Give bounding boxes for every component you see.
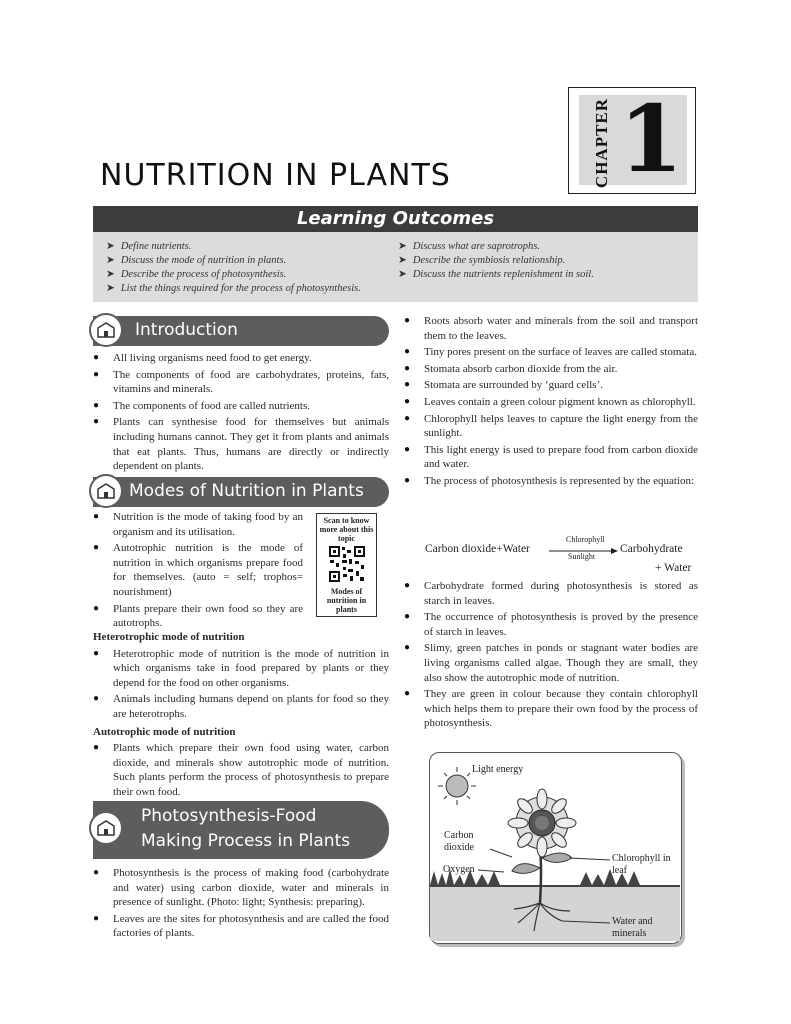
qr-caption-bottom: Modes of nutrition in plants bbox=[326, 587, 367, 614]
list-item: ● The components of food are carbohydrates, proteins, fats, vitamins and minerals. bbox=[93, 368, 389, 397]
list-item: ● Autotrophic nutrition is the mode of nutrition in which organisms prepare food for themselves. (auto = self; trophos= nourishment) bbox=[93, 541, 303, 599]
list-item: ● Chlorophyll helps leaves to capture the light energy from the sunlight. bbox=[404, 412, 698, 441]
modes-header bbox=[93, 477, 389, 507]
equation-below-arrow: Sunlight bbox=[568, 552, 596, 561]
outcome-item: ➤ Discuss the nutrients replenishment in soil. bbox=[398, 269, 594, 280]
list-item: ● All living organisms need food to get energy. bbox=[93, 351, 389, 366]
arrow-bullet-icon: ➤ bbox=[106, 255, 115, 266]
chlorophyll-label: Chlorophyll in leaf bbox=[612, 853, 671, 876]
modes-heading: Modes of Nutrition in Plants bbox=[129, 481, 364, 501]
page-title: NUTRITION IN PLANTS bbox=[100, 158, 451, 193]
learning-outcomes-bar bbox=[93, 206, 698, 232]
arrow-bullet-icon: ➤ bbox=[106, 283, 115, 294]
list-item: ● Tiny pores present on the surface of leaves are called stomata. bbox=[404, 345, 698, 360]
photosynthesis-heading-line1: Photosynthesis-Food bbox=[141, 806, 317, 826]
chapter-label: CHAPTER bbox=[592, 97, 612, 189]
qr-caption-top: Scan to know more about this topic bbox=[319, 516, 374, 543]
list-item: ● Roots absorb water and minerals from the soil and transport them to the leaves. bbox=[404, 314, 698, 343]
equation-product: Carbohydrate bbox=[620, 543, 683, 555]
list-item: ● Heterotrophic mode of nutrition is the mode of nutrition in which organisms take in food prepared by plants or they depend for the food on other organisms. bbox=[93, 647, 389, 691]
right-column-list-a bbox=[404, 314, 698, 491]
equation-above-arrow: Chlorophyll bbox=[566, 535, 605, 544]
outcome-item: ➤ Define nutrients. bbox=[106, 241, 192, 252]
introduction-header bbox=[93, 316, 389, 346]
heterotrophic-heading: Heterotrophic mode of nutrition bbox=[93, 631, 245, 643]
list-item: ● Plants which prepare their own food using water, carbon dioxide, and minerals show autotrophic mode of nutrition. Such plants perform the process of photosynthesis to prepare their own food. bbox=[93, 741, 389, 799]
introduction-heading: Introduction bbox=[135, 320, 238, 340]
photosynthesis-equation bbox=[425, 535, 700, 578]
list-item: ● Slimy, green patches in ponds or stagnant water bodies are living organisms called algae. Though they are small, they also show the autotrophic mode of nutrition. bbox=[404, 641, 698, 685]
list-item: ● This light energy is used to prepare food from carbon dioxide and water. bbox=[404, 443, 698, 472]
autotrophic-heading: Autotrophic mode of nutrition bbox=[93, 725, 236, 738]
list-item: ● The occurrence of photosynthesis is proved by the presence of starch in leaves. bbox=[404, 610, 698, 639]
list-item: ● Animals including humans depend on plants for food so they are heterotrophs. bbox=[93, 692, 389, 721]
list-item: ● Stomata are surrounded by ‘guard cells’. bbox=[404, 378, 698, 393]
list-item: ● Leaves are the sites for photosynthesis and are called the food factories of plants. bbox=[93, 912, 389, 941]
learning-outcomes-heading: Learning Outcomes bbox=[296, 208, 495, 229]
study-icon bbox=[89, 474, 123, 508]
outcome-item: ➤ Discuss the mode of nutrition in plants. bbox=[106, 255, 287, 266]
photosynthesis-list bbox=[93, 866, 389, 943]
list-item: ● Plants prepare their own food so they are autotrophs. bbox=[93, 602, 303, 631]
learning-outcomes-left bbox=[106, 240, 361, 296]
light-energy-label: Light energy bbox=[472, 764, 524, 775]
chapter-badge bbox=[579, 85, 687, 193]
right-column-list-b bbox=[404, 579, 698, 733]
study-icon bbox=[89, 811, 123, 845]
introduction-list bbox=[93, 351, 389, 476]
arrow-bullet-icon: ➤ bbox=[106, 269, 115, 280]
learning-outcomes-box bbox=[93, 232, 698, 302]
arrow-bullet-icon: ➤ bbox=[398, 269, 407, 280]
list-item: ● Leaves contain a green colour pigment known as chlorophyll. bbox=[404, 395, 698, 410]
list-item: ● The components of food are called nutrients. bbox=[93, 399, 389, 414]
list-item: ● Stomata absorb carbon dioxide from the air. bbox=[404, 362, 698, 377]
list-item: ● Carbohydrate formed during photosynthesis is stored as starch in leaves. bbox=[404, 579, 698, 608]
chapter-number: 1 bbox=[619, 85, 684, 193]
arrow-bullet-icon: ➤ bbox=[398, 255, 407, 266]
outcome-item: ➤ List the things required for the process of photosynthesis. bbox=[106, 283, 361, 294]
qr-code-icon[interactable] bbox=[328, 545, 366, 583]
heterotrophic-section bbox=[93, 628, 389, 802]
study-icon bbox=[89, 313, 123, 347]
outcome-item: ➤ Describe the process of photosynthesis. bbox=[106, 269, 287, 280]
sunflower-icon bbox=[508, 789, 576, 857]
photosynthesis-figure bbox=[429, 752, 682, 944]
arrow-bullet-icon: ➤ bbox=[398, 241, 407, 252]
list-item: ● Nutrition is the mode of taking food by an organism and its utilisation. bbox=[93, 510, 303, 539]
modes-list bbox=[93, 510, 303, 633]
list-item: ● They are green in colour because they contain chlorophyll which helps them to prepare their own food by the process of photosynthesis. bbox=[404, 687, 698, 731]
list-item: ● Photosynthesis is the process of making food (carbohydrate and water) using carbon dioxide, water and minerals in presence of sunlight. (Photo: light; Synthesis: preparing). bbox=[93, 866, 389, 910]
equation-product-water: + Water bbox=[655, 562, 692, 574]
list-item: ● The process of photosynthesis is represented by the equation: bbox=[404, 474, 698, 489]
carbon-dioxide-label: Carbon dioxide bbox=[444, 830, 474, 853]
oxygen-label: Oxygen bbox=[443, 864, 475, 875]
photosynthesis-heading-line2: Making Process in Plants bbox=[141, 831, 351, 851]
outcome-item: ➤ Describe the symbiosis relationship. bbox=[398, 255, 566, 266]
water-minerals-label: Water and minerals bbox=[612, 916, 653, 939]
sun-icon bbox=[438, 767, 476, 805]
list-item: ● Plants can synthesise food for themselves but animals including humans cannot. They get it from plants and animals that eat plants. Thus, humans are directly or indirectly dependent on plants. bbox=[93, 415, 389, 473]
outcome-item: ➤ Discuss what are saprotrophs. bbox=[398, 241, 540, 252]
photosynthesis-header bbox=[93, 801, 389, 859]
qr-code-box bbox=[316, 513, 377, 617]
equation-reactants: Carbon dioxide+Water bbox=[425, 543, 530, 555]
learning-outcomes-right bbox=[398, 240, 594, 282]
chapter-box bbox=[568, 87, 696, 194]
arrow-bullet-icon: ➤ bbox=[106, 241, 115, 252]
